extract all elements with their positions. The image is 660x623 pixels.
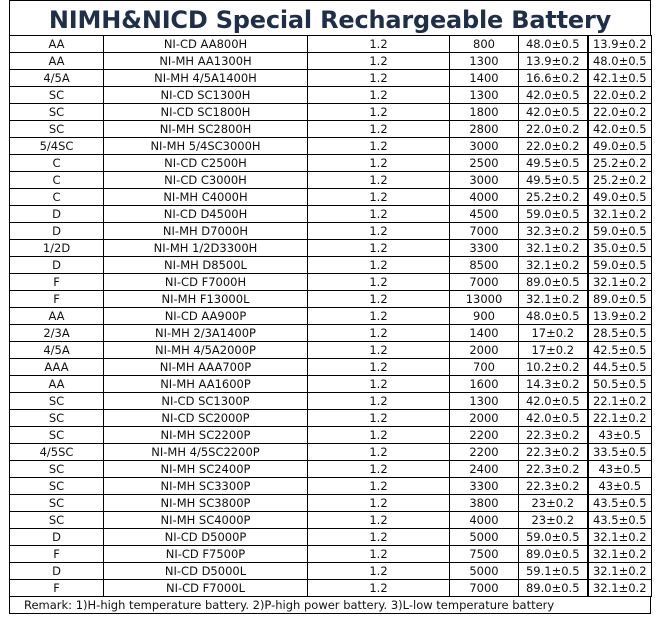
voltage-cell: 1.2 — [308, 529, 450, 546]
diameter-cell: 48.0±0.5 — [519, 308, 588, 325]
size-cell: D — [10, 206, 104, 223]
height-cell: 22.1±0.2 — [588, 410, 652, 427]
size-cell: 2/3A — [10, 325, 104, 342]
model-cell: NI-MH C4000H — [104, 189, 308, 206]
diameter-cell: 22.3±0.2 — [519, 427, 588, 444]
diameter-cell: 32.1±0.2 — [519, 257, 588, 274]
table-row — [10, 155, 652, 172]
model-cell: NI-MH SC3800P — [104, 495, 308, 512]
capacity-cell: 2500 — [450, 155, 519, 172]
capacity-cell: 2200 — [450, 427, 519, 444]
model-cell: NI-MH SC3300P — [104, 478, 308, 495]
height-cell: 35.0±0.5 — [588, 240, 652, 257]
height-cell: 22.1±0.2 — [588, 393, 652, 410]
voltage-cell: 1.2 — [308, 240, 450, 257]
capacity-cell: 4500 — [450, 206, 519, 223]
voltage-cell: 1.2 — [308, 461, 450, 478]
model-cell: NI-CD SC1300H — [104, 87, 308, 104]
model-cell: NI-MH 1/2D3300H — [104, 240, 308, 257]
diameter-cell: 22.0±0.2 — [519, 138, 588, 155]
size-cell: 5/4SC — [10, 138, 104, 155]
diameter-cell: 25.2±0.2 — [519, 189, 588, 206]
table-row — [10, 291, 652, 308]
capacity-cell: 2000 — [450, 342, 519, 359]
voltage-cell: 1.2 — [308, 444, 450, 461]
height-cell: 32.1±0.2 — [588, 580, 652, 597]
diameter-cell: 13.9±0.2 — [519, 53, 588, 70]
diameter-cell: 49.5±0.5 — [519, 155, 588, 172]
table-row — [10, 138, 652, 155]
diameter-cell: 49.5±0.5 — [519, 172, 588, 189]
table-row — [10, 359, 652, 376]
table-row — [10, 308, 652, 325]
voltage-cell: 1.2 — [308, 291, 450, 308]
height-cell: 32.1±0.2 — [588, 206, 652, 223]
capacity-cell: 1300 — [450, 393, 519, 410]
table-row — [10, 274, 652, 291]
diameter-cell: 32.1±0.2 — [519, 291, 588, 308]
voltage-cell: 1.2 — [308, 138, 450, 155]
size-cell: SC — [10, 512, 104, 529]
size-cell: C — [10, 189, 104, 206]
height-cell: 43±0.5 — [588, 461, 652, 478]
table-row — [10, 376, 652, 393]
diameter-cell: 17±0.2 — [519, 342, 588, 359]
voltage-cell: 1.2 — [308, 121, 450, 138]
table-row — [10, 529, 652, 546]
diameter-cell: 59.0±0.5 — [519, 206, 588, 223]
diameter-cell: 89.0±0.5 — [519, 274, 588, 291]
size-cell: F — [10, 580, 104, 597]
diameter-cell: 32.1±0.2 — [519, 240, 588, 257]
diameter-cell: 23±0.2 — [519, 495, 588, 512]
capacity-cell: 700 — [450, 359, 519, 376]
height-cell: 25.2±0.2 — [588, 172, 652, 189]
model-cell: NI-MH 5/4SC3000H — [104, 138, 308, 155]
height-cell: 59.0±0.5 — [588, 223, 652, 240]
height-cell: 89.0±0.5 — [588, 291, 652, 308]
voltage-cell: 1.2 — [308, 495, 450, 512]
height-cell: 32.1±0.2 — [588, 274, 652, 291]
table-row — [10, 342, 652, 359]
table-row — [10, 461, 652, 478]
diameter-cell: 16.6±0.2 — [519, 70, 588, 87]
size-cell: SC — [10, 478, 104, 495]
size-cell: D — [10, 257, 104, 274]
diameter-cell: 89.0±0.5 — [519, 580, 588, 597]
capacity-cell: 3300 — [450, 478, 519, 495]
size-cell: 4/5A — [10, 342, 104, 359]
size-cell: C — [10, 155, 104, 172]
table-row — [10, 240, 652, 257]
diameter-cell: 42.0±0.5 — [519, 410, 588, 427]
capacity-cell: 1300 — [450, 87, 519, 104]
size-cell: SC — [10, 393, 104, 410]
model-cell: NI-CD SC1300P — [104, 393, 308, 410]
capacity-cell: 1300 — [450, 53, 519, 70]
table-row — [10, 580, 652, 597]
table-row — [10, 206, 652, 223]
model-cell: NI-CD AA800H — [104, 36, 308, 53]
page-title: NIMH&NICD Special Rechargeable Battery — [9, 0, 651, 35]
height-cell: 42.1±0.5 — [588, 70, 652, 87]
capacity-cell: 5000 — [450, 563, 519, 580]
height-cell: 43.5±0.5 — [588, 495, 652, 512]
height-cell: 43.5±0.5 — [588, 512, 652, 529]
capacity-cell: 7000 — [450, 274, 519, 291]
size-cell: AA — [10, 376, 104, 393]
height-cell: 44.5±0.5 — [588, 359, 652, 376]
voltage-cell: 1.2 — [308, 70, 450, 87]
size-cell: D — [10, 563, 104, 580]
table-row — [10, 478, 652, 495]
table-row — [10, 53, 652, 70]
table-row — [10, 36, 652, 53]
size-cell: 4/5SC — [10, 444, 104, 461]
model-cell: NI-MH SC2800H — [104, 121, 308, 138]
model-cell: NI-MH AA1300H — [104, 53, 308, 70]
model-cell: NI-CD SC2000P — [104, 410, 308, 427]
voltage-cell: 1.2 — [308, 478, 450, 495]
height-cell: 49.0±0.5 — [588, 138, 652, 155]
voltage-cell: 1.2 — [308, 257, 450, 274]
voltage-cell: 1.2 — [308, 376, 450, 393]
height-cell: 33.5±0.5 — [588, 444, 652, 461]
size-cell: C — [10, 172, 104, 189]
model-cell: NI-MH F13000L — [104, 291, 308, 308]
height-cell: 48.0±0.5 — [588, 53, 652, 70]
diameter-cell: 59.0±0.5 — [519, 529, 588, 546]
voltage-cell: 1.2 — [308, 580, 450, 597]
size-cell: SC — [10, 427, 104, 444]
capacity-cell: 1400 — [450, 325, 519, 342]
model-cell: NI-MH SC2200P — [104, 427, 308, 444]
capacity-cell: 4000 — [450, 189, 519, 206]
table-row — [10, 104, 652, 121]
size-cell: SC — [10, 495, 104, 512]
table-row — [10, 444, 652, 461]
remark-note: Remark: 1)H-high temperature battery. 2)P-high power battery. 3)L-low temperature battery — [9, 597, 651, 614]
voltage-cell: 1.2 — [308, 223, 450, 240]
table-row — [10, 189, 652, 206]
model-cell: NI-CD D5000P — [104, 529, 308, 546]
capacity-cell: 2800 — [450, 121, 519, 138]
height-cell: 43±0.5 — [588, 427, 652, 444]
diameter-cell: 23±0.2 — [519, 512, 588, 529]
voltage-cell: 1.2 — [308, 53, 450, 70]
table-row — [10, 512, 652, 529]
voltage-cell: 1.2 — [308, 172, 450, 189]
size-cell: SC — [10, 461, 104, 478]
table-row — [10, 87, 652, 104]
size-cell: F — [10, 546, 104, 563]
model-cell: NI-MH AA1600P — [104, 376, 308, 393]
model-cell: NI-MH SC4000P — [104, 512, 308, 529]
capacity-cell: 2200 — [450, 444, 519, 461]
diameter-cell: 22.3±0.2 — [519, 478, 588, 495]
voltage-cell: 1.2 — [308, 36, 450, 53]
capacity-cell: 1600 — [450, 376, 519, 393]
model-cell: NI-MH D7000H — [104, 223, 308, 240]
height-cell: 13.9±0.2 — [588, 308, 652, 325]
height-cell: 43±0.5 — [588, 478, 652, 495]
size-cell: SC — [10, 410, 104, 427]
capacity-cell: 2000 — [450, 410, 519, 427]
height-cell: 32.1±0.2 — [588, 546, 652, 563]
model-cell: NI-CD F7000L — [104, 580, 308, 597]
capacity-cell: 1400 — [450, 70, 519, 87]
battery-spec-document — [9, 0, 651, 614]
voltage-cell: 1.2 — [308, 274, 450, 291]
table-row — [10, 495, 652, 512]
capacity-cell: 800 — [450, 36, 519, 53]
size-cell: AA — [10, 36, 104, 53]
capacity-cell: 3300 — [450, 240, 519, 257]
model-cell: NI-MH 4/5A1400H — [104, 70, 308, 87]
model-cell: NI-MH AAA700P — [104, 359, 308, 376]
voltage-cell: 1.2 — [308, 393, 450, 410]
height-cell: 13.9±0.2 — [588, 36, 652, 53]
capacity-cell: 7500 — [450, 546, 519, 563]
size-cell: SC — [10, 121, 104, 138]
voltage-cell: 1.2 — [308, 155, 450, 172]
size-cell: F — [10, 274, 104, 291]
voltage-cell: 1.2 — [308, 189, 450, 206]
table-row — [10, 223, 652, 240]
model-cell: NI-CD C3000H — [104, 172, 308, 189]
diameter-cell: 42.0±0.5 — [519, 87, 588, 104]
capacity-cell: 3000 — [450, 172, 519, 189]
model-cell: NI-CD SC1800H — [104, 104, 308, 121]
model-cell: NI-CD D4500H — [104, 206, 308, 223]
capacity-cell: 1800 — [450, 104, 519, 121]
voltage-cell: 1.2 — [308, 342, 450, 359]
capacity-cell: 3800 — [450, 495, 519, 512]
capacity-cell: 4000 — [450, 512, 519, 529]
diameter-cell: 42.0±0.5 — [519, 104, 588, 121]
model-cell: NI-MH D8500L — [104, 257, 308, 274]
model-cell: NI-MH 4/5A2000P — [104, 342, 308, 359]
table-row — [10, 546, 652, 563]
model-cell: NI-CD C2500H — [104, 155, 308, 172]
height-cell: 42.5±0.5 — [588, 342, 652, 359]
table-row — [10, 257, 652, 274]
voltage-cell: 1.2 — [308, 325, 450, 342]
voltage-cell: 1.2 — [308, 563, 450, 580]
table-row — [10, 563, 652, 580]
capacity-cell: 3000 — [450, 138, 519, 155]
height-cell: 32.1±0.2 — [588, 563, 652, 580]
battery-table-body — [10, 36, 652, 597]
height-cell: 50.5±0.5 — [588, 376, 652, 393]
diameter-cell: 59.1±0.5 — [519, 563, 588, 580]
diameter-cell: 42.0±0.5 — [519, 393, 588, 410]
size-cell: AAA — [10, 359, 104, 376]
table-row — [10, 427, 652, 444]
height-cell: 49.0±0.5 — [588, 189, 652, 206]
model-cell: NI-MH 2/3A1400P — [104, 325, 308, 342]
capacity-cell: 900 — [450, 308, 519, 325]
voltage-cell: 1.2 — [308, 104, 450, 121]
table-row — [10, 393, 652, 410]
capacity-cell: 7000 — [450, 223, 519, 240]
voltage-cell: 1.2 — [308, 512, 450, 529]
voltage-cell: 1.2 — [308, 410, 450, 427]
diameter-cell: 14.3±0.2 — [519, 376, 588, 393]
size-cell: AA — [10, 53, 104, 70]
size-cell: SC — [10, 87, 104, 104]
height-cell: 25.2±0.2 — [588, 155, 652, 172]
voltage-cell: 1.2 — [308, 546, 450, 563]
model-cell: NI-CD F7500P — [104, 546, 308, 563]
size-cell: AA — [10, 308, 104, 325]
capacity-cell: 8500 — [450, 257, 519, 274]
capacity-cell: 13000 — [450, 291, 519, 308]
height-cell: 22.0±0.2 — [588, 104, 652, 121]
battery-table — [9, 35, 652, 597]
model-cell: NI-CD AA900P — [104, 308, 308, 325]
voltage-cell: 1.2 — [308, 308, 450, 325]
size-cell: SC — [10, 104, 104, 121]
size-cell: 1/2D — [10, 240, 104, 257]
table-row — [10, 410, 652, 427]
size-cell: D — [10, 223, 104, 240]
voltage-cell: 1.2 — [308, 359, 450, 376]
voltage-cell: 1.2 — [308, 427, 450, 444]
diameter-cell: 48.0±0.5 — [519, 36, 588, 53]
table-row — [10, 172, 652, 189]
size-cell: D — [10, 529, 104, 546]
model-cell: NI-CD F7000H — [104, 274, 308, 291]
capacity-cell: 5000 — [450, 529, 519, 546]
height-cell: 59.0±0.5 — [588, 257, 652, 274]
diameter-cell: 17±0.2 — [519, 325, 588, 342]
diameter-cell: 89.0±0.5 — [519, 546, 588, 563]
height-cell: 22.0±0.2 — [588, 87, 652, 104]
diameter-cell: 22.3±0.2 — [519, 444, 588, 461]
height-cell: 32.1±0.2 — [588, 529, 652, 546]
voltage-cell: 1.2 — [308, 87, 450, 104]
table-row — [10, 121, 652, 138]
capacity-cell: 7000 — [450, 580, 519, 597]
size-cell: F — [10, 291, 104, 308]
diameter-cell: 32.3±0.2 — [519, 223, 588, 240]
table-row — [10, 325, 652, 342]
height-cell: 42.0±0.5 — [588, 121, 652, 138]
model-cell: NI-CD D5000L — [104, 563, 308, 580]
size-cell: 4/5A — [10, 70, 104, 87]
diameter-cell: 22.0±0.2 — [519, 121, 588, 138]
table-row — [10, 70, 652, 87]
diameter-cell: 10.2±0.2 — [519, 359, 588, 376]
height-cell: 28.5±0.5 — [588, 325, 652, 342]
model-cell: NI-MH 4/5SC2200P — [104, 444, 308, 461]
model-cell: NI-MH SC2400P — [104, 461, 308, 478]
diameter-cell: 22.3±0.2 — [519, 461, 588, 478]
voltage-cell: 1.2 — [308, 206, 450, 223]
capacity-cell: 2400 — [450, 461, 519, 478]
